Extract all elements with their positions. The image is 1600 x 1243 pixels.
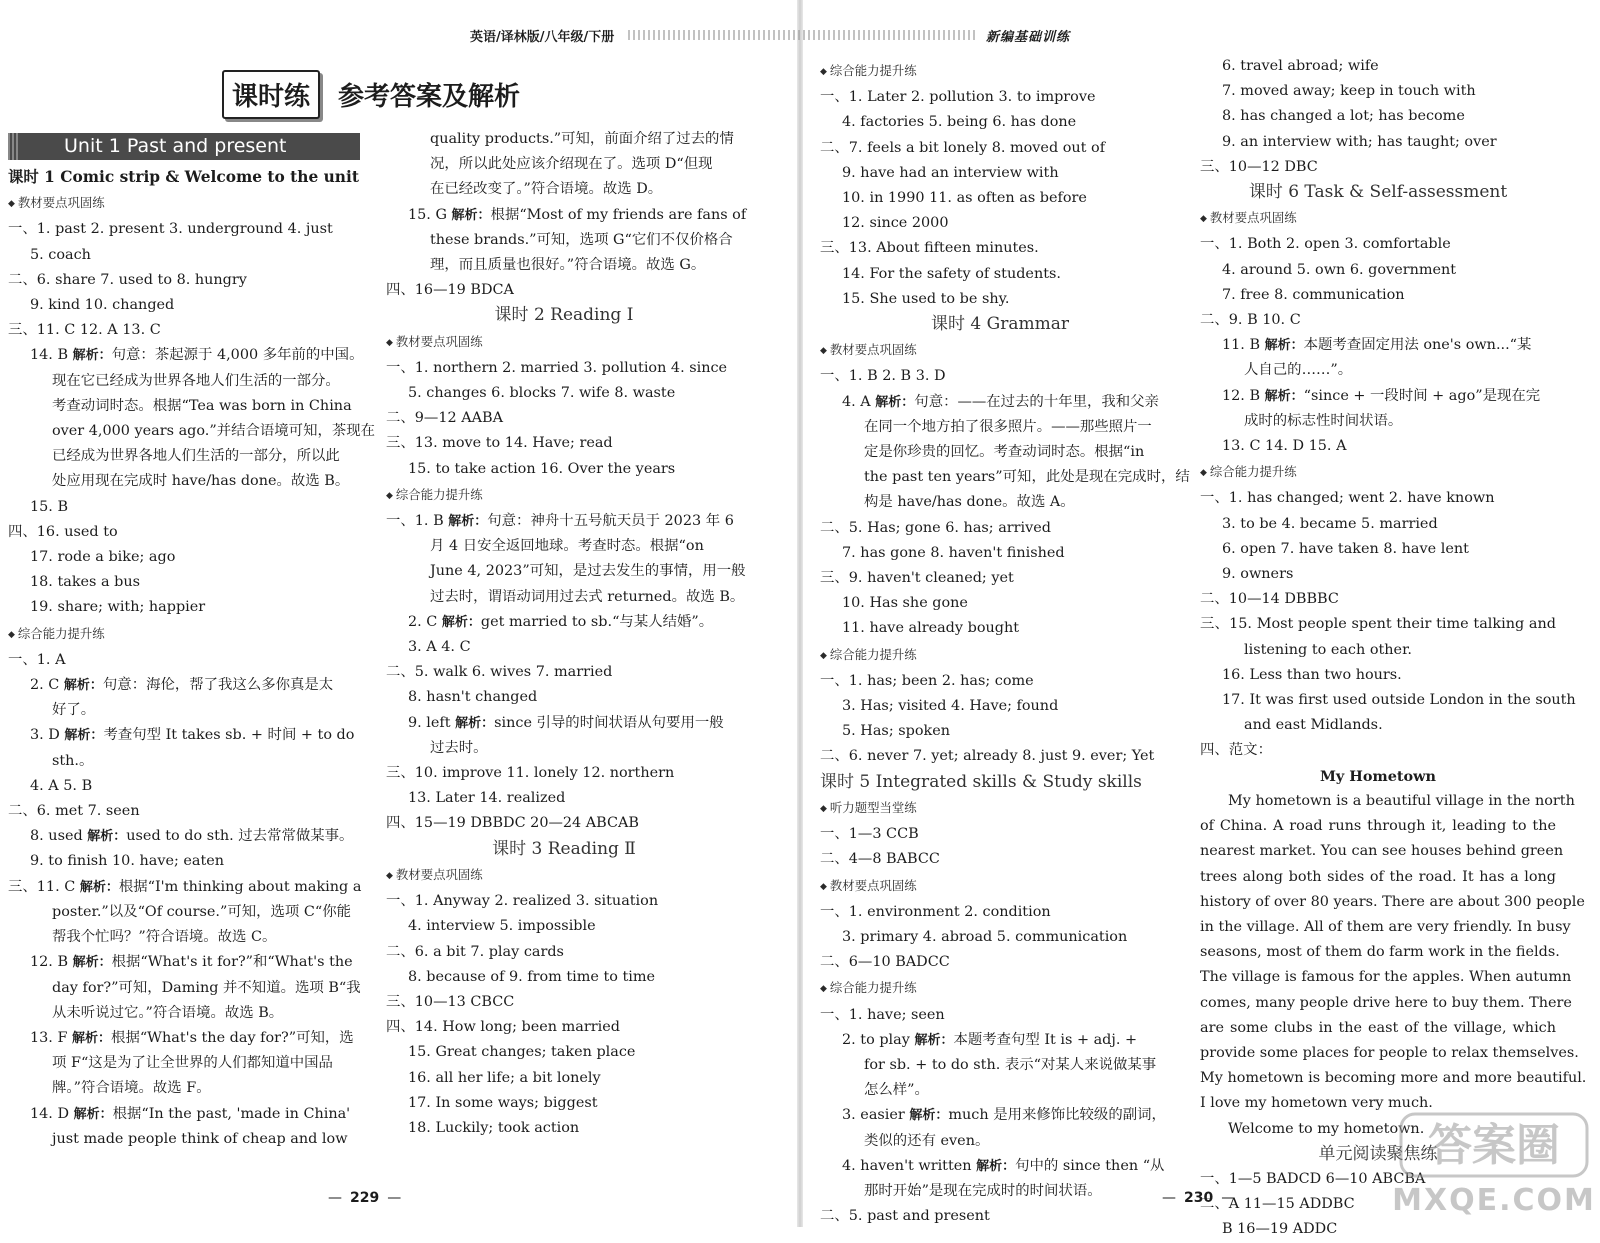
answer-line: 7. moved away; keep in touch with (1222, 83, 1476, 100)
answer-line: 那时开始”是现在完成时的时间状语。 (864, 1182, 1102, 1199)
answer-line: 2. C 解析：get married to sb.“与某人结婚”。 (408, 613, 714, 630)
answer-line: 5. Has; spoken (842, 723, 951, 740)
answer-line: 3. to be 4. became 5. married (1222, 515, 1438, 532)
answer-line: quality products.”可知，前面介绍了过去的情 (430, 131, 734, 147)
answer-line: 在同一个地方拍了很多照片。——那些照片一 (864, 418, 1152, 435)
analysis-label: 解析： (72, 1030, 112, 1046)
answer-line: 19. share; with; happier (30, 599, 206, 616)
model-essay (1200, 764, 1587, 1142)
answer-line: 四、16. used to (8, 523, 118, 540)
essay-line: history of over 80 years. There are about 300 people (1200, 893, 1585, 910)
answer-line: 9. have had an interview with (842, 164, 1059, 181)
answer-line: 3. primary 4. abroad 5. communication (842, 928, 1128, 945)
answer-line: 9. kind 10. changed (30, 297, 175, 314)
answer-line: 6. open 7. have taken 8. have lent (1222, 540, 1469, 557)
answer-line: B 16—19 ADDC (1222, 1221, 1338, 1238)
answer-line: 成时的标志性时间状语。 (1244, 412, 1403, 429)
answer-line: 9. to finish 10. have; eaten (30, 853, 225, 870)
answer-line: 10. Has she gone (842, 595, 968, 612)
answer-line: 16. all her life; a bit lonely (408, 1069, 601, 1086)
column-2 (386, 127, 747, 1141)
analysis-label: 解析： (909, 1108, 949, 1124)
watermark-cn: 答案圈 (1428, 1120, 1560, 1171)
answer-line: just made people think of cheap and low (52, 1130, 348, 1147)
answer-line: 三、13. About fifteen minutes. (820, 240, 1039, 257)
answer-line: 三、15. Most people spent their time talking and (1200, 616, 1556, 633)
answer-line: 项 F“这是为了让全世界的人们都知道中国品 (52, 1055, 333, 1072)
section-heading: ◆ 教材要点巩固练 (820, 337, 1180, 364)
analysis-label: 解析： (64, 728, 104, 744)
answer-line: 5. coach (30, 246, 91, 263)
lesson-heading: 课时 6 Task & Self-assessment (1248, 182, 1508, 203)
answer-line: 二、6—10 BADCC (820, 954, 950, 971)
answer-line: 一、1. B 解析：句意：神舟十五号航天员于 2023 年 6 (386, 513, 734, 530)
lesson-heading: 课时 3 Reading Ⅱ (492, 838, 636, 859)
analysis-label: 解析： (976, 1158, 1016, 1174)
answer-line: 15. G 解析：根据“Most of my friends are fans of (408, 206, 747, 223)
answer-line: 17. It was first used outside London in the south (1222, 692, 1576, 709)
essay-title: My Hometown (1320, 767, 1436, 785)
answer-line: 3. Has; visited 4. Have; found (842, 698, 1059, 715)
analysis-label: 解析： (72, 348, 112, 364)
header-dotted-rule (628, 30, 978, 40)
answer-line: 二、5. past and present (820, 1208, 990, 1225)
answer-line: 10. in 1990 11. as often as before (842, 190, 1087, 207)
analysis-label: 解析： (1264, 338, 1304, 354)
answer-line: 在已经改变了。”符合语境。故选 D。 (430, 181, 663, 198)
answer-line: 11. have already bought (842, 620, 1020, 637)
answer-line: 6. travel abroad; wife (1222, 58, 1379, 74)
answer-line: 一、1—5 BADCD 6—10 ABCBA (1200, 1170, 1426, 1187)
analysis-label: 解析： (875, 394, 915, 410)
essay-line: My hometown is a beautiful village in the north (1228, 792, 1575, 809)
answer-line: 考查动词时态。根据“Tea was born in China (52, 397, 352, 414)
essay-line: provide some places for people to relax themselves. (1200, 1044, 1579, 1061)
essay-line: trees along both sides of the road. It has a long (1200, 868, 1556, 885)
lesson-heading: 课时 2 Reading Ⅰ (494, 305, 634, 326)
answer-line: 四、14. How long; been married (386, 1019, 620, 1036)
answer-line: 二、5. walk 6. wives 7. married (386, 664, 613, 681)
answer-line: 13. Later 14. realized (408, 790, 566, 807)
analysis-label: 解析： (72, 955, 112, 971)
section-heading: ◆ 综合能力提升练 (386, 482, 742, 509)
answer-line: 2. to play 解析：本题考查句型 It is + adj. + (842, 1031, 1138, 1048)
answer-line: 帮我个忙吗？”符合语境。故选 C。 (52, 929, 277, 946)
answer-line: listening to each other. (1244, 641, 1412, 658)
watermark-logo (1392, 1110, 1596, 1220)
essay-line: seasons, most of them do farm work in the fields. (1200, 944, 1560, 961)
series-label: 英语/译林版/八年级/下册 (470, 29, 615, 45)
section-heading: ◆ 听力题型当堂练 (820, 795, 1180, 822)
answer-line: 构是 have/has done。故选 A。 (864, 494, 1075, 511)
answer-line: 从未听说过它。”符合语境。故选 B。 (52, 1004, 284, 1021)
answer-line: 一、1—3 CCB (820, 826, 919, 843)
analysis-label: 解析： (63, 678, 103, 694)
answer-line: 15. B (30, 498, 69, 515)
brand-label: 新编基础训练 (985, 29, 1070, 45)
answer-line: 三、9. haven't cleaned; yet (820, 570, 1014, 587)
lesson-heading: 课时 1 Comic strip & Welcome to the unit (8, 168, 359, 186)
answer-line: 12. B 解析：“since + 一段时间 + ago”是现在完 (1222, 387, 1541, 404)
section-heading: ◆ 教材要点巩固练 (386, 329, 742, 356)
answer-line: 8. hasn't changed (408, 689, 538, 706)
answer-line: the past ten years”可知，此处是现在完成时，结 (864, 469, 1190, 486)
section-heading: ◆ 综合能力提升练 (820, 642, 1180, 669)
answer-line: 17. In some ways; biggest (408, 1094, 598, 1111)
answer-line: day for?”可知，Daming 并不知道。选项 B“我 (52, 979, 361, 996)
essay-line: Welcome to my hometown. (1228, 1120, 1425, 1137)
lesson-heading: 课时 4 Grammar (931, 314, 1069, 335)
answer-line: 月 4 日安全返回地球。考查时态。根据“on (430, 538, 704, 555)
answer-line: 18. takes a bus (30, 574, 141, 591)
analysis-label: 解析： (455, 715, 495, 731)
answer-line: 13. C 14. D 15. A (1222, 438, 1347, 455)
answer-line: 一、1. has changed; went 2. have known (1200, 490, 1495, 507)
analysis-label: 解析： (1264, 388, 1304, 404)
answer-line: 7. has gone 8. haven't finished (842, 544, 1065, 561)
answer-line: 11. B 解析：本题考查固定用法 one's own...“某 (1222, 337, 1532, 354)
answer-line: 四、16—19 BDCA (386, 282, 514, 299)
answer-line: 4. haven't written 解析：句中的 since then “从 (842, 1157, 1165, 1174)
answer-line: June 4, 2023”可知，是过去发生的事情，用一般 (430, 563, 746, 580)
answer-line: and east Midlands. (1244, 717, 1383, 734)
answer-line: 过去时。 (430, 739, 488, 756)
answer-line: 13. F 解析：根据“What's the day for?”可知，选 (30, 1029, 354, 1046)
answer-line: 8. has changed a lot; has become (1222, 108, 1465, 125)
answer-line: 三、10—12 DBC (1200, 158, 1318, 175)
answer-line: 8. used 解析：used to do sth. 过去常常做某事。 (30, 828, 354, 845)
answer-line: 四、范文： (1200, 742, 1272, 759)
answer-line: 3. easier 解析：much 是用来修饰比较级的副词， (842, 1107, 1166, 1124)
section-heading: ◆ 综合能力提升练 (1200, 459, 1556, 486)
answer-line: 4. factories 5. being 6. has done (842, 114, 1077, 131)
answer-line: 一、1. B 2. B 3. D (820, 368, 946, 385)
answer-line: 定是你珍贵的回忆。考查动词时态。根据“in (864, 444, 1145, 461)
answer-line: 一、1. past 2. present 3. underground 4. just (8, 221, 333, 238)
lesson-heading: 课时 5 Integrated skills & Study skills (820, 771, 1142, 792)
answer-line: 一、1. has; been 2. has; come (820, 672, 1034, 689)
answer-line: 牌。”符合语境。故选 F。 (52, 1080, 211, 1097)
answer-line: 二、6. a bit 7. play cards (386, 943, 564, 960)
answer-line: over 4,000 years ago.”并结合语境可知，茶现在 (52, 423, 376, 440)
essay-line: nearest market. You can see houses behind green (1200, 843, 1564, 860)
analysis-label: 解析： (914, 1032, 954, 1048)
answer-line: 17. rode a bike; ago (30, 549, 176, 566)
section-heading: ◆ 综合能力提升练 (820, 975, 1180, 1002)
essay-line: The village is famous for the apples. When autumn (1200, 969, 1572, 986)
answer-line: 理，而且质量也很好。”符合语境。故选 G。 (430, 257, 706, 274)
answer-line: 一、1. Later 2. pollution 3. to improve (820, 89, 1096, 106)
column-1 (8, 165, 376, 1152)
section-heading: ◆ 教材要点巩固练 (8, 190, 356, 217)
answer-line: 二、6. met 7. seen (8, 803, 140, 820)
analysis-label: 解析： (87, 829, 127, 845)
answer-line: 三、10—13 CBCC (386, 993, 515, 1010)
column-3 (820, 58, 1190, 1229)
answer-line: 3. A 4. C (408, 639, 471, 656)
answer-line: 怎么样”。 (864, 1082, 929, 1099)
column-4-answers (1200, 54, 1576, 764)
section-heading: ◆ 教材要点巩固练 (1200, 205, 1556, 232)
answer-line: sth.。 (52, 752, 94, 769)
page-number-right: — 230 — (1154, 1190, 1243, 1206)
page-right (800, 0, 1600, 1238)
answer-line: 类似的还有 even。 (864, 1132, 990, 1149)
answer-line: 4. A 解析：句意：——在过去的十年里，我和父亲 (842, 393, 1159, 410)
unit-banner: Unit 1 Past and present (8, 133, 360, 160)
essay-line: My hometown is becoming more and more beautiful. (1200, 1070, 1587, 1087)
page-title (222, 70, 520, 119)
title-rest: 参考答案及解析 (338, 82, 521, 112)
lesson-heading: 单元阅读聚焦练 (1318, 1143, 1438, 1164)
answer-line: 5. changes 6. blocks 7. wife 8. waste (408, 385, 676, 402)
page-number-left: — 229 — (320, 1190, 409, 1206)
answer-line: 14. D 解析：根据“In the past, 'made in China' (30, 1105, 351, 1122)
answer-line: 14. B 解析：句意：茶起源于 4,000 多年前的中国。 (30, 347, 364, 364)
essay-line: in the village. All of them are very friendly. In busy (1200, 918, 1571, 935)
essay-line: comes, many people drive here to buy them. There (1200, 994, 1572, 1011)
answer-line: 4. A 5. B (30, 777, 93, 794)
answer-line: 4. around 5. own 6. government (1222, 261, 1457, 278)
essay-line: of China. A road runs through it, leading to the (1200, 818, 1556, 835)
answer-line: 16. Less than two hours. (1222, 666, 1402, 683)
answer-line: 三、13. move to 14. Have; read (386, 435, 613, 452)
answer-line: 一、1. northern 2. married 3. pollution 4. since (386, 359, 728, 376)
essay-line: I love my hometown very much. (1200, 1095, 1433, 1112)
answer-line: 14. For the safety of students. (842, 265, 1061, 282)
answer-line: 二、5. Has; gone 6. has; arrived (820, 519, 1052, 536)
analysis-label: 解析： (451, 207, 491, 223)
answer-line: 一、1. A (8, 651, 66, 668)
answer-line: 四、15—19 DBBDC 20—24 ABCAB (386, 815, 639, 832)
answer-line: 9. an interview with; has taught; over (1222, 133, 1497, 150)
page-left (0, 0, 800, 1227)
essay-body (1200, 789, 1587, 1142)
answer-line: 18. Luckily; took action (408, 1119, 580, 1136)
answer-line: 7. free 8. communication (1222, 286, 1405, 303)
answer-line: these brands.”可知，选项 G“它们不仅价格合 (430, 231, 733, 248)
answer-line: 二、10—14 DBBBC (1200, 591, 1339, 608)
answer-line: 12. B 解析：根据“What's it for?”和“What's the (30, 954, 353, 971)
answer-line: 9. owners (1222, 566, 1294, 583)
answer-line: 三、11. C 解析：根据“I'm thinking about making a (8, 878, 362, 895)
answer-line: 二、4—8 BABCC (820, 851, 940, 868)
answer-line: 二、9. B 10. C (1200, 312, 1301, 329)
answer-line: 二、6. never 7. yet; already 8. just 9. ever; Yet (820, 748, 1155, 765)
answer-line: 2. C 解析：句意：海伦，帮了我这么多你真是太 (30, 677, 334, 694)
answer-line: 已经成为世界各地人们生活的一部分，所以此 (52, 448, 340, 465)
answer-line: 人自己的……”。 (1244, 362, 1353, 379)
answer-line: for sb. + to do sth. 表示“对某人来说做某事 (864, 1056, 1157, 1073)
answer-line: 现在它已经成为世界各地人们生活的一部分。 (52, 372, 340, 389)
answer-line: 三、11. C 12. A 13. C (8, 322, 161, 339)
answer-line: 15. to take action 16. Over the years (408, 460, 676, 477)
answer-line: 一、1. Anyway 2. realized 3. situation (386, 893, 659, 910)
answer-line: 4. interview 5. impossible (408, 918, 596, 935)
answer-line: poster.”以及“Of course.”可知，选项 C“你能 (52, 903, 352, 920)
answer-line: 15. She used to be shy. (842, 290, 1010, 307)
answer-line: 好了。 (52, 702, 96, 719)
answer-line: 9. left 解析：since 引导的时间状语从句要用一般 (408, 714, 724, 731)
running-head (470, 24, 1070, 46)
column-4 (1200, 54, 1587, 1243)
analysis-label: 解析： (79, 879, 119, 895)
answer-line: 三、10. improve 11. lonely 12. northern (386, 765, 675, 782)
answer-line: 处应用现在完成时 have/has done。故选 B。 (52, 473, 350, 490)
answer-line: 二、7. feels a bit lonely 8. moved out of (820, 139, 1106, 156)
answer-line: 一、1. Both 2. open 3. comfortable (1200, 236, 1451, 253)
section-heading: ◆ 综合能力提升练 (8, 621, 356, 648)
answer-line: 15. Great changes; taken place (408, 1044, 636, 1061)
analysis-label: 解析： (73, 1106, 113, 1122)
answer-line: 一、1. environment 2. condition (820, 903, 1051, 920)
answer-line: 一、1. have; seen (820, 1006, 945, 1023)
answer-line: 二、6. share 7. used to 8. hungry (8, 271, 247, 288)
section-heading: ◆ 综合能力提升练 (820, 58, 1180, 85)
section-heading: ◆ 教材要点巩固练 (820, 873, 1180, 900)
analysis-label: 解析： (448, 514, 488, 530)
essay-line: are some clubs in the east of the village, which (1200, 1019, 1556, 1036)
title-boxed: 课时练 (222, 70, 320, 119)
answer-line: 过去时，谓语动词用过去式 returned。故选 B。 (430, 588, 745, 605)
answer-line: 3. D 解析：考查句型 It takes sb. + 时间 + to do (30, 727, 355, 744)
answer-line: 二、A 11—15 ADDBC (1200, 1196, 1355, 1213)
answer-line: 二、9—12 AABA (386, 410, 503, 427)
answer-line: 况，所以此处应该介绍现在了。选项 D“但现 (430, 156, 713, 173)
answer-line: 12. since 2000 (842, 215, 949, 232)
answer-line: 8. because of 9. from time to time (408, 968, 656, 985)
section-heading: ◆ 教材要点巩固练 (386, 862, 742, 889)
watermark-en: MXQE.COM (1392, 1183, 1596, 1218)
analysis-label: 解析： (441, 614, 481, 630)
